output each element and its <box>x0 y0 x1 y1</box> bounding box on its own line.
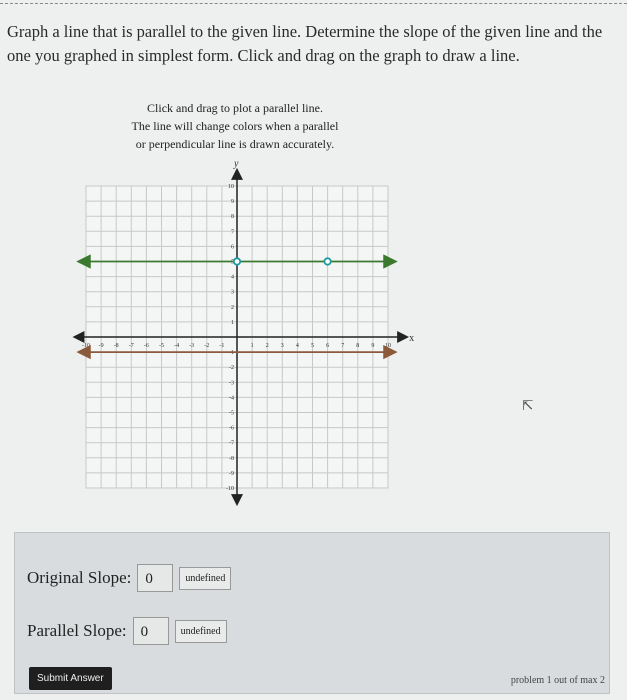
hint-line: or perpendicular line is drawn accurately. <box>135 137 335 151</box>
original-slope-input[interactable]: 0 <box>137 564 173 592</box>
x-tick-label: -9 <box>98 343 104 349</box>
x-tick-label: 7 <box>341 343 345 349</box>
y-tick-label: -8 <box>229 455 234 462</box>
x-tick-label: 8 <box>356 343 360 349</box>
answer-panel <box>14 532 610 694</box>
y-tick-label: -7 <box>229 440 234 447</box>
x-tick-label: -7 <box>128 343 134 349</box>
x-tick-label: -1 <box>219 343 225 349</box>
parallel-undefined-button[interactable]: undefined <box>175 620 227 643</box>
x-tick-label: -4 <box>174 343 180 349</box>
hint-line: Click and drag to plot a parallel line. <box>147 101 323 115</box>
x-tick-label: -2 <box>204 343 210 349</box>
x-tick-label: 5 <box>311 343 314 349</box>
line-handle-point[interactable] <box>234 258 240 264</box>
x-tick-label: 6 <box>326 343 330 349</box>
x-tick-label: 2 <box>265 343 269 349</box>
graph-hint <box>100 99 370 153</box>
y-tick-label: 8 <box>231 214 234 221</box>
problem-counter: problem 1 out of max 2 <box>510 675 605 686</box>
submit-answer-button[interactable]: Submit Answer <box>29 667 112 690</box>
x-tick-label: -8 <box>113 343 119 349</box>
x-tick-label: -3 <box>189 343 195 349</box>
y-tick-label: 7 <box>231 229 234 236</box>
y-tick-label: 3 <box>231 289 234 296</box>
y-tick-label: 9 <box>231 199 234 206</box>
y-axis-label: y <box>234 158 239 170</box>
original-undefined-button[interactable]: undefined <box>179 567 231 590</box>
y-tick-label: -2 <box>229 365 234 372</box>
x-axis-label: x <box>409 333 415 344</box>
y-tick-label: -10 <box>226 486 234 492</box>
top-divider <box>0 3 627 4</box>
line-handle-point[interactable] <box>324 258 330 264</box>
y-tick-label: -1 <box>229 350 234 357</box>
hint-line: The line will change colors when a parallel <box>131 119 339 133</box>
x-tick-label: 1 <box>250 343 254 349</box>
y-tick-label: 10 <box>228 184 234 190</box>
original-slope-label: Original Slope: <box>27 568 132 587</box>
parallel-slope-label: Parallel Slope: <box>27 621 127 640</box>
instructions: Graph a line that is parallel to the given line. Determine the slope of the given line and the one you graphed in simplest form. Click and drag on the graph to draw a line. <box>7 22 603 65</box>
x-tick-label: 9 <box>371 343 375 349</box>
x-tick-label: 10 <box>385 343 391 349</box>
coordinate-graph[interactable] <box>60 150 420 510</box>
x-tick-label: -6 <box>143 343 149 349</box>
y-tick-label: 5 <box>231 259 234 266</box>
y-tick-label: -4 <box>229 395 234 402</box>
y-tick-label: -3 <box>229 380 234 387</box>
x-tick-label: 4 <box>295 343 299 349</box>
y-tick-label: -9 <box>229 470 234 477</box>
y-tick-label: -6 <box>229 425 234 432</box>
y-tick-label: 4 <box>231 274 234 281</box>
y-tick-label: 6 <box>231 244 234 251</box>
y-tick-label: 2 <box>231 304 234 311</box>
x-tick-label: -5 <box>159 343 164 349</box>
mouse-cursor-icon: ⇱ <box>522 399 534 414</box>
y-tick-label: -5 <box>229 410 234 417</box>
x-tick-label: 3 <box>280 343 284 349</box>
y-tick-label: 1 <box>231 319 234 326</box>
x-tick-label: -10 <box>82 343 90 349</box>
parallel-slope-input[interactable]: 0 <box>133 617 169 645</box>
